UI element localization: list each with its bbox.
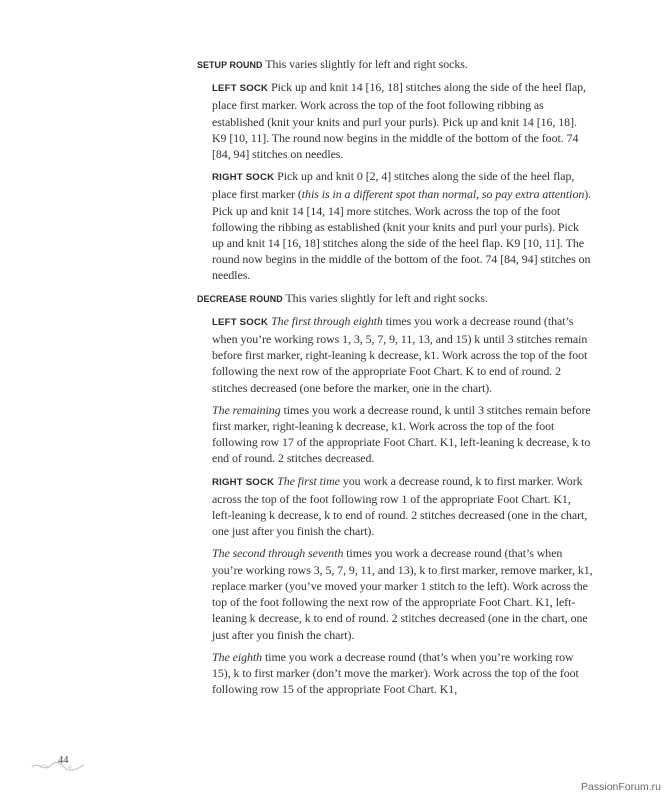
decrease-round-intro: This varies slightly for left and right socks.	[285, 290, 488, 305]
decrease-right-sock-p2-text: times you work a decrease round (that’s when you’re working rows 3, 5, 7, 9, 11, and 13), k to first marker, remove marker, k1, replace marker (you’ve moved your marker 1 stitch to the left). Work across the top of the foot following the next row of the appropriate Foot Chart. K1, left-leaning k decrease, k to end of round. 2 stitches decreased (one in the chart, one just after you finish the chart).	[212, 546, 593, 642]
decrease-left-sock-p2-emphasis: The remaining	[212, 402, 281, 417]
setup-left-sock-paragraph	[197, 79, 593, 162]
setup-left-sock-text: Pick up and knit 14 [16, 18] stitches along the side of the heel flap, place first marker. Work across the top of the foot following ribbing as established (knit your knits and purl your purls). Pick up and knit 14 [16, 18]. K9 [10, 11]. The round now begins in the middle of the bottom of the foot. 74 [84, 94] stitches on needles.	[212, 80, 586, 162]
setup-round-heading: SETUP ROUND	[197, 60, 263, 70]
decrease-left-sock-paragraph-1	[197, 313, 593, 396]
setup-left-sock-label: LEFT SOCK	[212, 83, 269, 95]
decrease-right-sock-paragraph-1	[197, 473, 593, 540]
setup-round-intro: This varies slightly for left and right socks.	[265, 57, 468, 71]
setup-round-paragraph	[197, 56, 593, 73]
decrease-left-sock-p1-emphasis: The first through eighth	[271, 313, 383, 328]
decrease-right-sock-paragraph-3	[197, 649, 593, 698]
setup-right-sock-paragraph	[197, 168, 593, 283]
decrease-round-paragraph	[197, 290, 593, 307]
decrease-right-sock-p3-text: time you work a decrease round (that’s when you’re working row 15), k to first marker (don’t move the marker). Work across the top of the foot following row 15 of the appropriate Foot Chart. K1,	[212, 649, 579, 697]
decrease-right-sock-p1-text: you work a decrease round, k to first marker. Work across the top of the foot following row 1 of the appropriate Foot Chart. K1, left-leaning k decrease, k to end of round. 2 stitches decreased (one in the chart, one just after you finish the chart).	[212, 473, 588, 539]
setup-right-sock-note: this is in a different spot than normal, so pay extra attention	[301, 187, 585, 202]
decrease-round-heading: DECREASE ROUND	[197, 293, 283, 304]
setup-right-sock-label: RIGHT SOCK	[212, 172, 275, 184]
decrease-right-sock-p1-emphasis: The first time	[277, 473, 340, 488]
decrease-left-sock-p1-text: times you work a decrease round (that’s when you’re working rows 1, 3, 5, 7, 9, 11, 13, and 15) k until 3 stitches remain before first marker, right-leaning k decrease, k1. Work across the top of the foot following the next row of the appropriate Foot Chart. K to end of round. 2 stitches decreased (one before the marker, one in the chart).	[212, 313, 588, 395]
setup-right-sock-text-a: Pick up and knit 0 [2, 4] stitches along the side of the heel flap, place first marker (	[212, 169, 575, 202]
decrease-right-sock-paragraph-2	[197, 545, 593, 642]
setup-right-sock-text-b: ). Pick up and knit 14 [14, 14] more stitches. Work across the top of the foot following the ribbing as established (knit your knits and purl your purls). Pick up and knit 14 [16, 18] stitches along the side of the heel flap. K9 [10, 11]. The round now begins in the middle of the bottom of the foot. 74 [84, 94] stitches on needles.	[212, 187, 592, 283]
decrease-right-sock-p2-emphasis: The second through seventh	[212, 546, 344, 561]
decrease-left-sock-label: LEFT SOCK	[212, 316, 269, 328]
page-body	[197, 56, 593, 697]
decrease-right-sock-p3-emphasis: The eighth	[212, 649, 263, 664]
page-number: 44	[58, 755, 69, 766]
decrease-left-sock-p2-text: times you work a decrease round, k until 3 stitches remain before first marker, right-leaning k decrease, k1. Work across the top of the foot following row 17 of the appropriate Foot Chart. K1, left-leaning k decrease, k to end of round. 2 stitches decreased.	[212, 402, 591, 466]
decrease-left-sock-paragraph-2	[197, 402, 593, 467]
decrease-right-sock-label: RIGHT SOCK	[212, 476, 275, 488]
site-watermark: PassionForum.ru	[581, 781, 661, 793]
